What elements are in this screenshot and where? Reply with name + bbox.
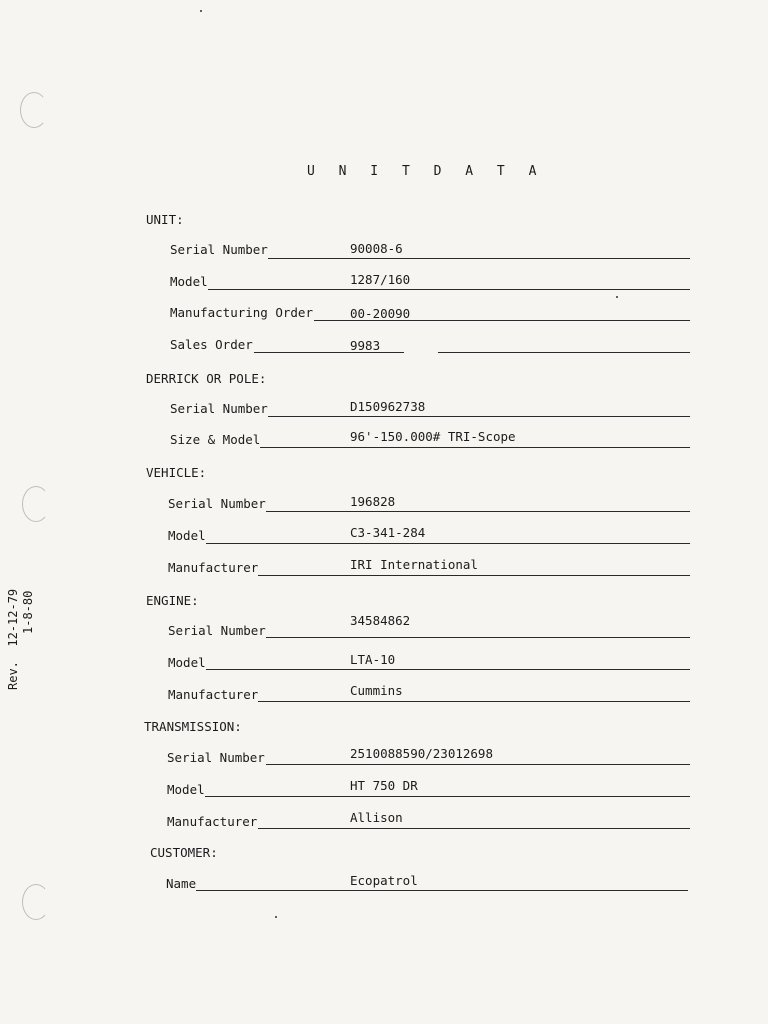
engine-manufacturer-value: Cummins xyxy=(350,683,403,698)
revision-date-1: 12-12-79 xyxy=(6,588,20,647)
engine-serial-label: Serial Number xyxy=(168,623,266,638)
unit-serial-value: 90008-6 xyxy=(350,241,403,256)
section-heading-engine: ENGINE: xyxy=(146,593,199,608)
vehicle-manufacturer-line xyxy=(258,575,690,576)
vehicle-manufacturer-value: IRI International xyxy=(350,557,478,572)
customer-name-line xyxy=(196,890,688,891)
binder-hole-mark xyxy=(22,486,50,522)
transmission-manufacturer-label: Manufacturer xyxy=(167,814,258,829)
section-heading-derrick: DERRICK OR POLE: xyxy=(146,371,267,386)
engine-model-value: LTA-10 xyxy=(350,652,396,667)
transmission-serial-line xyxy=(266,764,690,765)
binder-hole-mark xyxy=(20,92,48,128)
derrick-size-label: Size & Model xyxy=(170,432,261,447)
unit-sales-order-line-2 xyxy=(438,352,690,353)
derrick-size-line xyxy=(260,447,690,448)
vehicle-serial-line xyxy=(266,511,690,512)
transmission-manufacturer-value: Allison xyxy=(350,810,403,825)
page-title: U N I T D A T A xyxy=(307,164,545,179)
scan-speck xyxy=(275,916,277,918)
scan-speck xyxy=(616,296,618,298)
vehicle-model-label: Model xyxy=(168,528,206,543)
engine-model-label: Model xyxy=(168,655,206,670)
unit-model-label: Model xyxy=(170,274,208,289)
section-heading-transmission: TRANSMISSION: xyxy=(144,719,242,734)
revision-prefix: Rev. xyxy=(6,661,20,690)
customer-name-label: Name xyxy=(166,876,197,891)
section-heading-customer: CUSTOMER: xyxy=(150,845,218,860)
unit-model-value: 1287/160 xyxy=(350,272,411,287)
engine-model-line xyxy=(206,669,690,670)
unit-sales-order-line xyxy=(254,352,404,353)
unit-model-line xyxy=(208,289,690,290)
section-heading-unit: UNIT: xyxy=(146,212,184,227)
engine-serial-line xyxy=(266,637,690,638)
unit-serial-line xyxy=(268,258,690,259)
vehicle-model-line xyxy=(206,543,690,544)
revision-note xyxy=(6,580,36,690)
transmission-model-value: HT 750 DR xyxy=(350,778,418,793)
binder-hole-mark xyxy=(22,884,50,920)
unit-serial-label: Serial Number xyxy=(170,242,268,257)
transmission-manufacturer-line xyxy=(258,828,690,829)
scan-speck xyxy=(200,10,202,12)
vehicle-model-value: C3-341-284 xyxy=(350,525,426,540)
transmission-serial-label: Serial Number xyxy=(167,750,265,765)
unit-sales-order-value: 9983 xyxy=(350,338,381,353)
vehicle-serial-value: 196828 xyxy=(350,494,396,509)
transmission-model-line xyxy=(205,796,690,797)
transmission-serial-value: 2510088590/23012698 xyxy=(350,746,493,761)
unit-mfg-order-label: Manufacturing Order xyxy=(170,305,313,320)
revision-date-2: 1-8-80 xyxy=(21,590,35,634)
unit-mfg-order-value: 00-20090 xyxy=(350,306,411,321)
derrick-size-value: 96'-150.000# TRI-Scope xyxy=(350,429,516,444)
engine-manufacturer-label: Manufacturer xyxy=(168,687,259,702)
vehicle-serial-label: Serial Number xyxy=(168,496,266,511)
derrick-serial-line xyxy=(268,416,690,417)
vehicle-manufacturer-label: Manufacturer xyxy=(168,560,259,575)
derrick-serial-value: D150962738 xyxy=(350,399,426,414)
customer-name-value: Ecopatrol xyxy=(350,873,418,888)
engine-serial-value: 34584862 xyxy=(350,613,411,628)
transmission-model-label: Model xyxy=(167,782,205,797)
derrick-serial-label: Serial Number xyxy=(170,401,268,416)
engine-manufacturer-line xyxy=(258,701,690,702)
section-heading-vehicle: VEHICLE: xyxy=(146,465,207,480)
unit-sales-order-label: Sales Order xyxy=(170,337,253,352)
